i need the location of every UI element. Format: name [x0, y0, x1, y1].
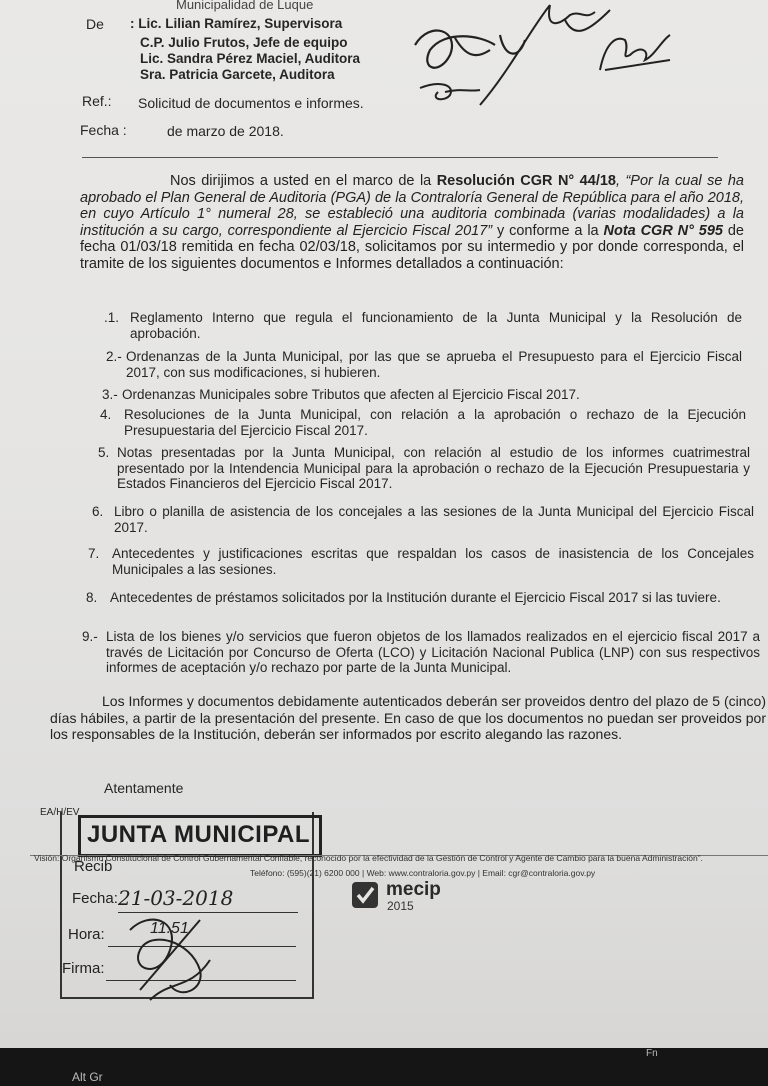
initials: EA/H/EV	[40, 807, 80, 818]
auditor-signatures	[400, 0, 690, 115]
stamp-fecha-label: Fecha:	[72, 890, 118, 907]
de-line-4: Sra. Patricia Garcete, Auditora	[140, 67, 335, 82]
stamp-hora-label: Hora:	[68, 926, 105, 943]
footer-contact: Teléfono: (595)(21) 6200 000 | Web: www.contraloria.gov.py | Email: cgr@contraloria.gov.py	[250, 868, 596, 878]
item-text: Ordenanzas de la Junta Municipal, por las que se aprueba el Presupuesto para el Ejercicio Fiscal 2017, con sus modificaciones, si hubieren.	[126, 349, 742, 380]
de-line-1: : Lic. Lilian Ramírez, Supervisora	[130, 16, 343, 31]
stamp-recibido: Recib	[74, 858, 113, 875]
stamp-signature	[110, 900, 220, 1010]
item-text: Lista de los bienes y/o servicios que fueron objetos de los llamados realizados en el ejercicio fiscal 2017 a través de Licitación por Concurso de Oferta (LCO) y Licitación Nacional Publica (LNP) con sus respectivos informes de aceptación y/o rechazo por parte de la Junta Municipal.	[106, 629, 760, 675]
item-text: Antecedentes y justificaciones escritas que respaldan los casos de inasistencia de los Concejales Municipales a las sesiones.	[112, 546, 754, 577]
stamp-title: JUNTA MUNICIPAL	[78, 815, 322, 857]
footer-vision: Visión: Organismo Constitucional de Control Gubernamental Confiable, reconocido por la efectividad de la Gestión de Control y Agente de Cambio para la buena Administración”.	[34, 853, 703, 863]
closing-paragraph: Los Informes y documentos debidamente autenticados deberán ser proveidos dentro del plazo de 5 (cinco) días hábiles, a partir de la presentación del presente. En caso de que los documentos no puedan ser proveidos por los responsables de la Institución, deberán ser informados por escrito alegando las razones.	[50, 693, 766, 742]
alt-gr-key: Alt Gr	[72, 1070, 103, 1084]
atentamente: Atentamente	[104, 780, 184, 796]
keyboard-strip	[0, 1048, 768, 1086]
nota-ref: Nota CGR N° 595	[603, 222, 723, 239]
item-text: Libro o planilla de asistencia de los concejales a las sesiones de la Junta Municipal del Ejercicio Fiscal 2017.	[114, 504, 754, 535]
ref-label: Ref.:	[82, 93, 112, 109]
resolucion-ref: Resolución CGR N° 44/18	[436, 173, 616, 189]
item-number: 7.	[88, 546, 100, 561]
fn-key: Fn	[646, 1048, 658, 1059]
item-number: 6.	[92, 504, 104, 519]
intro-quote: , “Por la cual se ha aprobado el Plan General de Auditoria (PGA) de la Contraloría General de República para el año 2018, en cuyo Artículo 1° numeral 28, se estableció una auditoria combinada (varias modalidades) a la institución a su cargo, correspondiente al Ejercicio Fiscal 2017”	[80, 173, 744, 239]
ref-value: Solicitud de documentos e informes.	[138, 95, 364, 111]
stamp-fecha-value: 21-03-2018	[118, 886, 234, 910]
item-number: 3.-	[102, 387, 118, 402]
item-text: Resoluciones de la Junta Municipal, con relación a la aprobación o rechazo de la Ejecución Presupuestaria del Ejercicio Fiscal 2017.	[124, 407, 746, 438]
item-number: 2.-	[106, 349, 122, 364]
stamp-hora-value: 11.51	[150, 920, 189, 937]
item-number: 4.	[100, 407, 112, 422]
header-divider	[82, 157, 718, 158]
stamp-firma-label: Firma:	[62, 960, 105, 977]
municipality-header: Municipalidad de Luque	[176, 0, 314, 12]
item-text: Notas presentadas por la Junta Municipal, con relación al estudio de los informes cuatrimestral presentado por la Intendencia Municipal para la aprobación o rechazo de la Ejecución Presupuestaria y Estados Financieros del Ejercicio Fiscal 2017.	[117, 445, 750, 491]
mecip-logo-icon	[352, 882, 378, 908]
item-number: 5.	[98, 445, 110, 460]
de-label: De	[86, 16, 104, 32]
intro-text-2: y conforme a la	[492, 222, 604, 239]
item-text: Reglamento Interno que regula el funcionamiento de la Junta Municipal y la Resolución de aprobación.	[130, 310, 742, 341]
de-line-3: Lic. Sandra Pérez Maciel, Auditora	[140, 51, 361, 66]
intro-text-1: Nos dirijimos a usted en el marco de la	[170, 173, 437, 189]
item-number: 9.-	[82, 629, 98, 644]
mecip-year: 2015	[387, 899, 414, 913]
item-number: .1.	[104, 310, 120, 325]
item-text: Ordenanzas Municipales sobre Tributos que afecten al Ejercicio Fiscal 2017.	[122, 387, 580, 402]
intro-text-3: de fecha 01/03/18 remitida en fecha 02/03/18, solicitamos por su intermedio y por donde corresponda, el tramite de los siguientes documentos e Informes detallados a continuación:	[80, 222, 744, 272]
fecha-value: de marzo de 2018.	[167, 123, 284, 139]
mecip-label: mecip	[386, 879, 441, 900]
item-number: 8.	[86, 590, 98, 605]
item-text: Antecedentes de préstamos solicitados por la Institución durante el Ejercicio Fiscal 2017 si las tuviere.	[110, 590, 721, 605]
de-line-2: C.P. Julio Frutos, Jefe de equipo	[140, 35, 348, 50]
intro-paragraph	[80, 173, 744, 272]
fecha-label: Fecha :	[80, 122, 127, 138]
